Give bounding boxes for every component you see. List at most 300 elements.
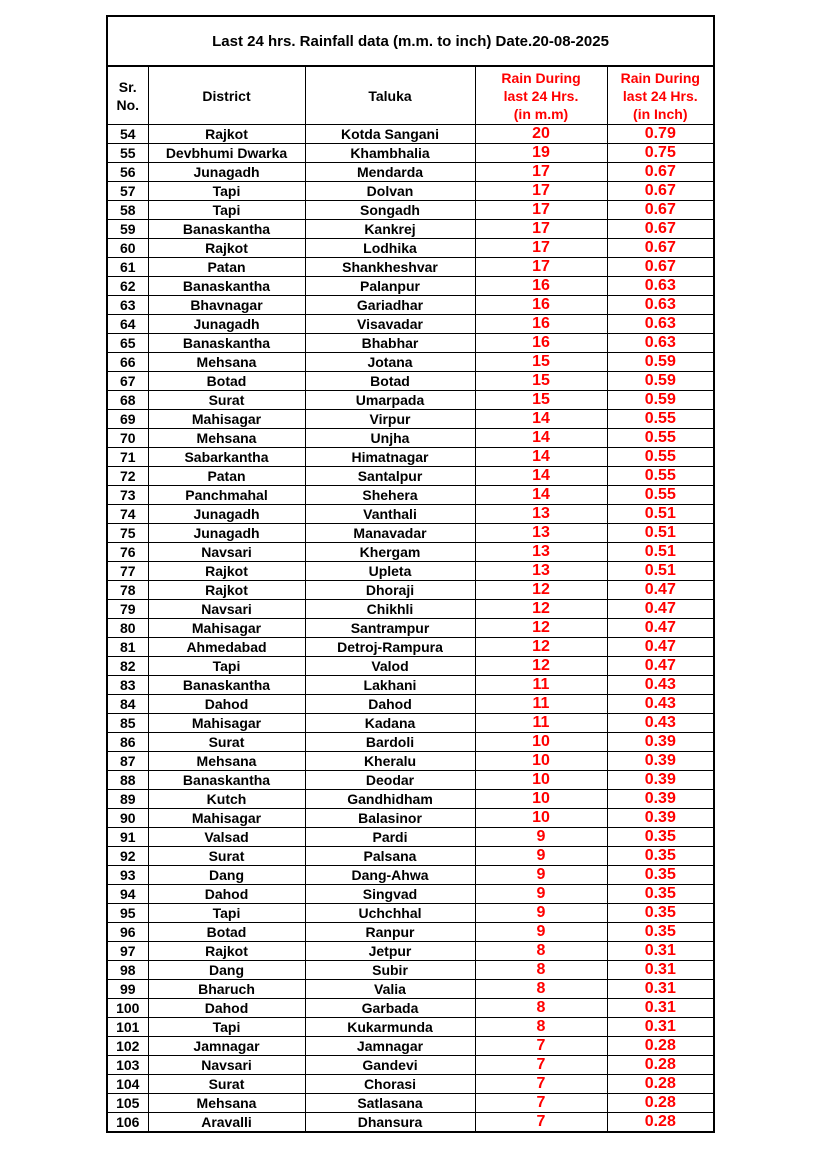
cell-rain-mm: 9 [475, 923, 607, 942]
cell-sr-no: 73 [107, 486, 148, 505]
cell-district: Mehsana [148, 752, 305, 771]
cell-rain-inch: 0.35 [607, 866, 714, 885]
table-row [107, 828, 714, 847]
cell-rain-inch: 0.28 [607, 1075, 714, 1094]
cell-rain-mm: 13 [475, 543, 607, 562]
cell-taluka: Unjha [305, 429, 475, 448]
cell-taluka: Satlasana [305, 1094, 475, 1113]
cell-taluka: Gandevi [305, 1056, 475, 1075]
cell-rain-inch: 0.35 [607, 847, 714, 866]
cell-district: Ahmedabad [148, 638, 305, 657]
table-row [107, 277, 714, 296]
cell-taluka: Shehera [305, 486, 475, 505]
cell-sr-no: 58 [107, 201, 148, 220]
cell-taluka: Khambhalia [305, 144, 475, 163]
cell-rain-inch: 0.51 [607, 543, 714, 562]
cell-rain-mm: 14 [475, 448, 607, 467]
table-row [107, 486, 714, 505]
cell-rain-mm: 9 [475, 904, 607, 923]
cell-rain-inch: 0.67 [607, 163, 714, 182]
cell-rain-inch: 0.31 [607, 942, 714, 961]
cell-sr-no: 82 [107, 657, 148, 676]
cell-rain-inch: 0.59 [607, 372, 714, 391]
cell-rain-inch: 0.39 [607, 790, 714, 809]
cell-rain-mm: 13 [475, 562, 607, 581]
cell-rain-mm: 10 [475, 790, 607, 809]
cell-rain-mm: 7 [475, 1075, 607, 1094]
cell-district: Mahisagar [148, 410, 305, 429]
cell-taluka: Subir [305, 961, 475, 980]
cell-rain-mm: 17 [475, 163, 607, 182]
table-row [107, 885, 714, 904]
cell-sr-no: 89 [107, 790, 148, 809]
cell-taluka: Jetpur [305, 942, 475, 961]
cell-district: Surat [148, 847, 305, 866]
cell-district: Junagadh [148, 524, 305, 543]
cell-rain-inch: 0.47 [607, 657, 714, 676]
table-row [107, 638, 714, 657]
table-row [107, 1037, 714, 1056]
cell-taluka: Garbada [305, 999, 475, 1018]
cell-district: Dahod [148, 695, 305, 714]
cell-sr-no: 78 [107, 581, 148, 600]
cell-district: Patan [148, 258, 305, 277]
cell-rain-inch: 0.67 [607, 220, 714, 239]
cell-rain-mm: 17 [475, 201, 607, 220]
table-row [107, 315, 714, 334]
cell-taluka: Palanpur [305, 277, 475, 296]
cell-sr-no: 64 [107, 315, 148, 334]
cell-rain-inch: 0.55 [607, 429, 714, 448]
cell-rain-mm: 7 [475, 1056, 607, 1075]
cell-taluka: Jotana [305, 353, 475, 372]
cell-taluka: Kankrej [305, 220, 475, 239]
table-row [107, 942, 714, 961]
cell-rain-mm: 15 [475, 353, 607, 372]
cell-rain-mm: 9 [475, 847, 607, 866]
cell-taluka: Gandhidham [305, 790, 475, 809]
table-row [107, 600, 714, 619]
cell-taluka: Kadana [305, 714, 475, 733]
cell-district: Mahisagar [148, 619, 305, 638]
cell-district: Bharuch [148, 980, 305, 999]
cell-taluka: Ranpur [305, 923, 475, 942]
table-row [107, 904, 714, 923]
cell-rain-inch: 0.55 [607, 410, 714, 429]
cell-taluka: Palsana [305, 847, 475, 866]
rainfall-table [106, 15, 715, 1133]
cell-district: Surat [148, 733, 305, 752]
table-row [107, 543, 714, 562]
table-row [107, 429, 714, 448]
cell-district: Panchmahal [148, 486, 305, 505]
cell-rain-inch: 0.43 [607, 676, 714, 695]
cell-rain-inch: 0.43 [607, 695, 714, 714]
table-row [107, 771, 714, 790]
header-sr-no: Sr. No. [107, 66, 148, 125]
cell-district: Tapi [148, 1018, 305, 1037]
table-row [107, 239, 714, 258]
cell-rain-mm: 7 [475, 1037, 607, 1056]
cell-taluka: Dhansura [305, 1113, 475, 1133]
cell-rain-inch: 0.67 [607, 182, 714, 201]
cell-rain-mm: 15 [475, 391, 607, 410]
table-row [107, 372, 714, 391]
table-row [107, 1075, 714, 1094]
cell-rain-inch: 0.63 [607, 277, 714, 296]
cell-district: Dahod [148, 885, 305, 904]
cell-rain-inch: 0.55 [607, 448, 714, 467]
cell-taluka: Shankheshvar [305, 258, 475, 277]
cell-district: Botad [148, 372, 305, 391]
table-row [107, 467, 714, 486]
cell-rain-mm: 17 [475, 258, 607, 277]
cell-sr-no: 106 [107, 1113, 148, 1133]
cell-rain-mm: 11 [475, 676, 607, 695]
table-row [107, 562, 714, 581]
table-row [107, 182, 714, 201]
cell-district: Mahisagar [148, 714, 305, 733]
cell-rain-inch: 0.67 [607, 201, 714, 220]
table-row [107, 1094, 714, 1113]
cell-sr-no: 61 [107, 258, 148, 277]
cell-rain-mm: 17 [475, 182, 607, 201]
cell-sr-no: 101 [107, 1018, 148, 1037]
table-row [107, 714, 714, 733]
table-row [107, 410, 714, 429]
cell-taluka: Valod [305, 657, 475, 676]
cell-rain-mm: 8 [475, 942, 607, 961]
cell-sr-no: 57 [107, 182, 148, 201]
cell-sr-no: 67 [107, 372, 148, 391]
table-row [107, 752, 714, 771]
cell-rain-inch: 0.35 [607, 885, 714, 904]
cell-rain-mm: 8 [475, 1018, 607, 1037]
table-row [107, 847, 714, 866]
cell-district: Sabarkantha [148, 448, 305, 467]
cell-rain-inch: 0.31 [607, 999, 714, 1018]
cell-taluka: Mendarda [305, 163, 475, 182]
cell-rain-inch: 0.67 [607, 239, 714, 258]
cell-taluka: Uchchhal [305, 904, 475, 923]
cell-rain-inch: 0.35 [607, 923, 714, 942]
cell-rain-mm: 12 [475, 638, 607, 657]
table-row [107, 866, 714, 885]
cell-rain-inch: 0.75 [607, 144, 714, 163]
cell-taluka: Visavadar [305, 315, 475, 334]
cell-rain-mm: 8 [475, 980, 607, 999]
header-row [107, 66, 714, 125]
cell-rain-mm: 10 [475, 771, 607, 790]
rainfall-sheet [106, 15, 713, 1133]
cell-rain-inch: 0.55 [607, 467, 714, 486]
cell-rain-inch: 0.59 [607, 353, 714, 372]
cell-rain-mm: 16 [475, 296, 607, 315]
cell-taluka: Himatnagar [305, 448, 475, 467]
cell-district: Surat [148, 1075, 305, 1094]
cell-sr-no: 98 [107, 961, 148, 980]
cell-taluka: Detroj-Rampura [305, 638, 475, 657]
cell-rain-mm: 12 [475, 600, 607, 619]
cell-sr-no: 85 [107, 714, 148, 733]
cell-taluka: Gariadhar [305, 296, 475, 315]
table-row [107, 296, 714, 315]
cell-rain-mm: 16 [475, 277, 607, 296]
cell-sr-no: 92 [107, 847, 148, 866]
table-title: Last 24 hrs. Rainfall data (m.m. to inch) Date.20-08-2025 [107, 16, 714, 66]
cell-district: Rajkot [148, 942, 305, 961]
cell-rain-inch: 0.31 [607, 1018, 714, 1037]
cell-taluka: Lakhani [305, 676, 475, 695]
cell-sr-no: 76 [107, 543, 148, 562]
cell-taluka: Lodhika [305, 239, 475, 258]
cell-rain-mm: 10 [475, 733, 607, 752]
table-row [107, 334, 714, 353]
table-row [107, 961, 714, 980]
cell-district: Banaskantha [148, 220, 305, 239]
cell-rain-mm: 7 [475, 1094, 607, 1113]
cell-district: Patan [148, 467, 305, 486]
table-body [107, 125, 714, 1133]
cell-taluka: Chorasi [305, 1075, 475, 1094]
cell-taluka: Botad [305, 372, 475, 391]
cell-sr-no: 71 [107, 448, 148, 467]
cell-sr-no: 99 [107, 980, 148, 999]
cell-sr-no: 94 [107, 885, 148, 904]
cell-rain-mm: 14 [475, 467, 607, 486]
cell-district: Banaskantha [148, 334, 305, 353]
cell-district: Tapi [148, 182, 305, 201]
cell-rain-mm: 10 [475, 809, 607, 828]
cell-taluka: Chikhli [305, 600, 475, 619]
cell-district: Tapi [148, 904, 305, 923]
cell-district: Botad [148, 923, 305, 942]
table-row [107, 1113, 714, 1133]
cell-rain-inch: 0.47 [607, 619, 714, 638]
table-row [107, 733, 714, 752]
cell-sr-no: 69 [107, 410, 148, 429]
cell-taluka: Dang-Ahwa [305, 866, 475, 885]
cell-sr-no: 81 [107, 638, 148, 657]
cell-taluka: Umarpada [305, 391, 475, 410]
cell-taluka: Dahod [305, 695, 475, 714]
cell-taluka: Jamnagar [305, 1037, 475, 1056]
cell-rain-mm: 16 [475, 315, 607, 334]
cell-rain-mm: 15 [475, 372, 607, 391]
table-row [107, 676, 714, 695]
cell-rain-inch: 0.35 [607, 904, 714, 923]
cell-district: Junagadh [148, 505, 305, 524]
cell-rain-inch: 0.47 [607, 638, 714, 657]
cell-district: Kutch [148, 790, 305, 809]
cell-taluka: Santalpur [305, 467, 475, 486]
cell-rain-inch: 0.51 [607, 505, 714, 524]
header-rain-mm: Rain During last 24 Hrs. (in m.m) [475, 66, 607, 125]
cell-rain-mm: 12 [475, 657, 607, 676]
cell-district: Devbhumi Dwarka [148, 144, 305, 163]
cell-district: Dahod [148, 999, 305, 1018]
cell-rain-mm: 14 [475, 410, 607, 429]
cell-district: Mahisagar [148, 809, 305, 828]
cell-rain-inch: 0.28 [607, 1056, 714, 1075]
cell-rain-inch: 0.47 [607, 581, 714, 600]
table-row [107, 581, 714, 600]
cell-rain-mm: 16 [475, 334, 607, 353]
cell-district: Mehsana [148, 1094, 305, 1113]
cell-sr-no: 54 [107, 125, 148, 144]
cell-sr-no: 80 [107, 619, 148, 638]
cell-rain-inch: 0.39 [607, 809, 714, 828]
table-row [107, 353, 714, 372]
cell-sr-no: 65 [107, 334, 148, 353]
cell-district: Banaskantha [148, 771, 305, 790]
cell-rain-mm: 9 [475, 866, 607, 885]
cell-rain-mm: 13 [475, 505, 607, 524]
cell-taluka: Valia [305, 980, 475, 999]
cell-rain-inch: 0.51 [607, 524, 714, 543]
table-row [107, 1018, 714, 1037]
cell-rain-inch: 0.28 [607, 1037, 714, 1056]
cell-taluka: Kukarmunda [305, 1018, 475, 1037]
table-row [107, 1056, 714, 1075]
cell-taluka: Deodar [305, 771, 475, 790]
header-rain-inch: Rain During last 24 Hrs. (in Inch) [607, 66, 714, 125]
table-row [107, 923, 714, 942]
cell-sr-no: 95 [107, 904, 148, 923]
table-row [107, 524, 714, 543]
cell-sr-no: 104 [107, 1075, 148, 1094]
cell-sr-no: 59 [107, 220, 148, 239]
cell-rain-inch: 0.79 [607, 125, 714, 144]
cell-rain-inch: 0.47 [607, 600, 714, 619]
cell-rain-inch: 0.35 [607, 828, 714, 847]
table-row [107, 619, 714, 638]
table-row [107, 144, 714, 163]
table-row [107, 999, 714, 1018]
cell-district: Mehsana [148, 429, 305, 448]
table-row [107, 505, 714, 524]
cell-district: Navsari [148, 1056, 305, 1075]
cell-district: Tapi [148, 657, 305, 676]
cell-sr-no: 105 [107, 1094, 148, 1113]
cell-rain-inch: 0.63 [607, 296, 714, 315]
header-district: District [148, 66, 305, 125]
cell-taluka: Kheralu [305, 752, 475, 771]
cell-taluka: Dolvan [305, 182, 475, 201]
cell-sr-no: 55 [107, 144, 148, 163]
cell-taluka: Songadh [305, 201, 475, 220]
cell-district: Tapi [148, 201, 305, 220]
cell-rain-inch: 0.67 [607, 258, 714, 277]
cell-sr-no: 74 [107, 505, 148, 524]
cell-district: Jamnagar [148, 1037, 305, 1056]
cell-rain-mm: 13 [475, 524, 607, 543]
cell-sr-no: 86 [107, 733, 148, 752]
cell-sr-no: 96 [107, 923, 148, 942]
cell-rain-mm: 12 [475, 619, 607, 638]
cell-district: Rajkot [148, 125, 305, 144]
cell-district: Surat [148, 391, 305, 410]
table-row [107, 125, 714, 144]
cell-sr-no: 90 [107, 809, 148, 828]
cell-taluka: Bhabhar [305, 334, 475, 353]
cell-taluka: Pardi [305, 828, 475, 847]
cell-district: Banaskantha [148, 277, 305, 296]
cell-sr-no: 102 [107, 1037, 148, 1056]
cell-taluka: Virpur [305, 410, 475, 429]
cell-sr-no: 83 [107, 676, 148, 695]
table-row [107, 448, 714, 467]
cell-sr-no: 88 [107, 771, 148, 790]
table-row [107, 163, 714, 182]
cell-rain-inch: 0.28 [607, 1113, 714, 1133]
table-row [107, 391, 714, 410]
cell-rain-mm: 9 [475, 828, 607, 847]
table-row [107, 809, 714, 828]
cell-district: Dang [148, 961, 305, 980]
cell-rain-mm: 10 [475, 752, 607, 771]
cell-taluka: Bardoli [305, 733, 475, 752]
cell-district: Rajkot [148, 239, 305, 258]
cell-rain-inch: 0.59 [607, 391, 714, 410]
cell-rain-inch: 0.51 [607, 562, 714, 581]
cell-sr-no: 56 [107, 163, 148, 182]
cell-sr-no: 63 [107, 296, 148, 315]
cell-sr-no: 91 [107, 828, 148, 847]
cell-district: Navsari [148, 543, 305, 562]
cell-rain-mm: 17 [475, 239, 607, 258]
cell-rain-inch: 0.55 [607, 486, 714, 505]
cell-rain-mm: 14 [475, 486, 607, 505]
cell-sr-no: 87 [107, 752, 148, 771]
cell-district: Banaskantha [148, 676, 305, 695]
cell-rain-inch: 0.31 [607, 961, 714, 980]
cell-sr-no: 72 [107, 467, 148, 486]
cell-rain-mm: 8 [475, 999, 607, 1018]
cell-district: Rajkot [148, 562, 305, 581]
cell-district: Rajkot [148, 581, 305, 600]
cell-taluka: Khergam [305, 543, 475, 562]
header-taluka: Taluka [305, 66, 475, 125]
cell-taluka: Vanthali [305, 505, 475, 524]
cell-rain-inch: 0.39 [607, 771, 714, 790]
cell-rain-mm: 9 [475, 885, 607, 904]
cell-taluka: Singvad [305, 885, 475, 904]
table-row [107, 201, 714, 220]
cell-sr-no: 77 [107, 562, 148, 581]
cell-rain-mm: 8 [475, 961, 607, 980]
cell-rain-mm: 19 [475, 144, 607, 163]
cell-rain-inch: 0.43 [607, 714, 714, 733]
cell-rain-mm: 11 [475, 695, 607, 714]
cell-sr-no: 68 [107, 391, 148, 410]
cell-district: Valsad [148, 828, 305, 847]
cell-taluka: Upleta [305, 562, 475, 581]
cell-sr-no: 66 [107, 353, 148, 372]
cell-taluka: Balasinor [305, 809, 475, 828]
table-row [107, 220, 714, 239]
cell-taluka: Dhoraji [305, 581, 475, 600]
cell-district: Bhavnagar [148, 296, 305, 315]
cell-sr-no: 79 [107, 600, 148, 619]
table-row [107, 258, 714, 277]
cell-rain-inch: 0.39 [607, 752, 714, 771]
cell-sr-no: 103 [107, 1056, 148, 1075]
cell-taluka: Kotda Sangani [305, 125, 475, 144]
cell-district: Mehsana [148, 353, 305, 372]
cell-sr-no: 97 [107, 942, 148, 961]
cell-sr-no: 100 [107, 999, 148, 1018]
